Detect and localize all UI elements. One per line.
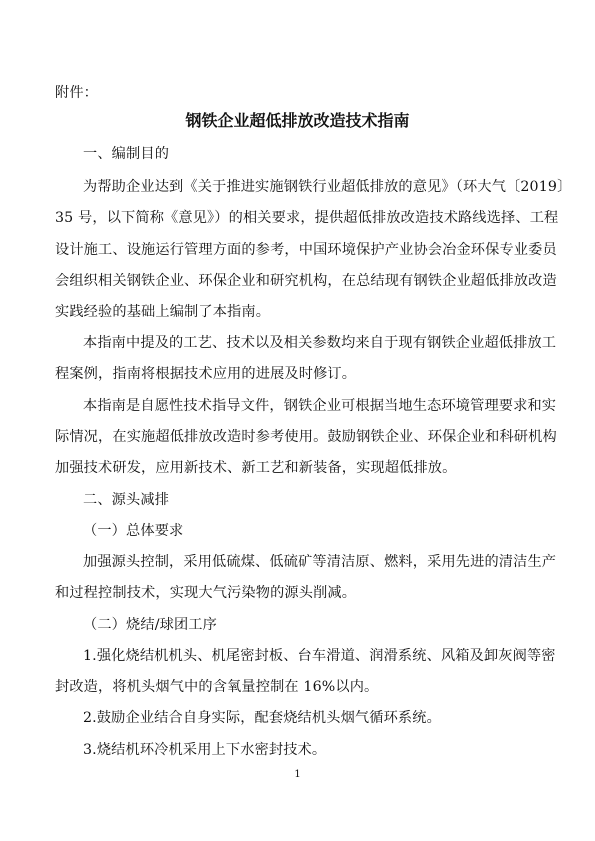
- paragraph-line: 设计施工、设施运行管理方面的参考，中国环境保护产业协会冶金环保专业委员: [55, 242, 557, 258]
- section-heading: 二、源头减排: [83, 492, 170, 508]
- paragraph-line: 本指南是自愿性技术指导文件，钢铁企业可根据当地生态环境管理要求和实: [83, 398, 557, 414]
- list-item-continuation: 封改造，将机头烟气中的含氧量控制在 16%以内。: [55, 679, 379, 695]
- paragraph-line: 为帮助企业达到《关于推进实施钢铁行业超低排放的意见》（环大气〔2019〕: [83, 179, 572, 195]
- paragraph-line: 本指南中提及的工艺、技术以及相关参数均来自于现有钢铁企业超低排放工: [83, 335, 557, 351]
- attachment-label: 附件：: [55, 85, 99, 101]
- paragraph-line: 程案例，指南将根据技术应用的进展及时修订。: [55, 366, 357, 382]
- list-item: 1.强化烧结机机头、机尾密封板、台车滑道、润滑系统、风箱及卸灰阀等密: [83, 648, 556, 664]
- paragraph-line: 实践经验的基础上编制了本指南。: [55, 304, 271, 320]
- subsection-heading: （一）总体要求: [83, 523, 184, 539]
- paragraph-line: 加强技术研发，应用新技术、新工艺和新装备，实现超低排放。: [55, 460, 457, 476]
- section-heading: 一、编制目的: [83, 146, 170, 162]
- subsection-heading: （二）烧结/球团工序: [83, 617, 217, 633]
- document-title: 钢铁企业超低排放改造技术指南: [185, 111, 410, 130]
- paragraph-line: 际情况，在实施超低排放改造时参考使用。鼓励钢铁企业、环保企业和科研机构: [55, 429, 557, 445]
- paragraph-line: 会组织相关钢铁企业、环保企业和研究机构，在总结现有钢铁企业超低排放改造: [55, 273, 557, 289]
- paragraph-line: 35 号，以下简称《意见》）的相关要求，提供超低排放改造技术路线选择、工程: [55, 210, 559, 226]
- page-number: 1: [294, 769, 301, 780]
- list-item: 3.烧结机环冷机采用上下水密封技术。: [83, 742, 327, 758]
- list-item: 2.鼓励企业结合自身实际，配套烧结机头烟气循环系统。: [83, 710, 441, 726]
- paragraph-line: 加强源头控制，采用低硫煤、低硫矿等清洁原、燃料，采用先进的清洁生产: [83, 554, 557, 570]
- paragraph-line: 和过程控制技术，实现大气污染物的源头削减。: [55, 585, 357, 601]
